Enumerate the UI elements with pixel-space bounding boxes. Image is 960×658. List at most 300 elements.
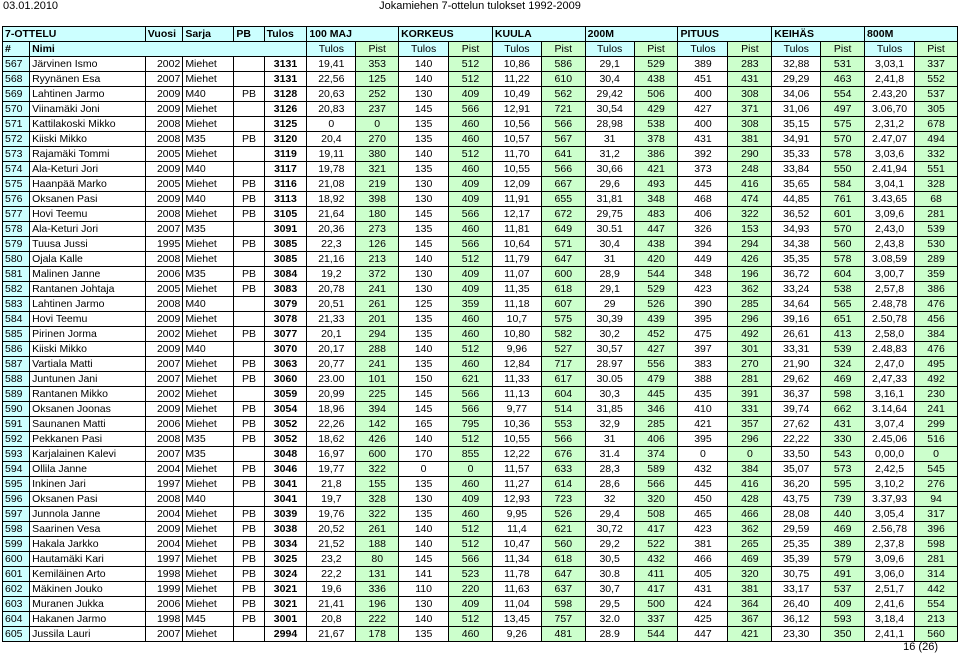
header-unit: Tulos xyxy=(585,42,634,57)
cell-javelin-result: 36,72 xyxy=(772,267,821,282)
cell-200m-result: 29,1 xyxy=(585,57,634,72)
cell-year: 2008 xyxy=(145,432,183,447)
cell-highjump-result: 125 xyxy=(399,297,449,312)
cell-rank: 592 xyxy=(3,432,30,447)
cell-800m-points: 384 xyxy=(915,327,958,342)
cell-pb-flag: PB xyxy=(234,192,264,207)
cell-javelin-result: 44,85 xyxy=(772,192,821,207)
cell-year: 2006 xyxy=(145,597,183,612)
cell-rank: 573 xyxy=(3,147,30,162)
cell-athlete-name: Oksanen Pasi xyxy=(30,492,146,507)
cell-athlete-name: Hautamäki Kari xyxy=(30,552,146,567)
cell-highjump-points: 566 xyxy=(449,387,493,402)
cell-pb-flag: PB xyxy=(234,237,264,252)
cell-shot-points: 566 xyxy=(541,162,585,177)
cell-hurdles-points: 222 xyxy=(356,612,399,627)
cell-athlete-name: Hovi Teemu xyxy=(30,207,146,222)
cell-200m-result: 32,9 xyxy=(585,417,634,432)
cell-javelin-points: 550 xyxy=(821,162,865,177)
cell-series: Miehet xyxy=(183,462,234,477)
cell-longjump-result: 427 xyxy=(678,102,728,117)
cell-longjump-points: 362 xyxy=(728,282,772,297)
cell-longjump-result: 466 xyxy=(678,552,728,567)
cell-hurdles-result: 21,64 xyxy=(307,207,356,222)
cell-hurdles-result: 16,97 xyxy=(307,447,356,462)
cell-highjump-points: 460 xyxy=(449,627,493,642)
cell-javelin-points: 579 xyxy=(821,552,865,567)
cell-longjump-result: 392 xyxy=(678,147,728,162)
cell-hurdles-points: 398 xyxy=(356,192,399,207)
cell-highjump-points: 512 xyxy=(449,72,493,87)
cell-longjump-result: 395 xyxy=(678,432,728,447)
cell-hurdles-result: 19,76 xyxy=(307,507,356,522)
cell-series: Miehet xyxy=(183,567,234,582)
cell-rank: 570 xyxy=(3,102,30,117)
cell-shot-result: 10,55 xyxy=(492,162,541,177)
cell-800m-points: 230 xyxy=(915,387,958,402)
cell-hurdles-result: 20,4 xyxy=(307,132,356,147)
cell-pb-flag: PB xyxy=(234,372,264,387)
cell-shot-result: 11,81 xyxy=(492,222,541,237)
cell-javelin-points: 531 xyxy=(821,57,865,72)
cell-year: 2008 xyxy=(145,207,183,222)
cell-200m-points: 438 xyxy=(634,72,678,87)
table-row xyxy=(3,372,958,387)
cell-athlete-name: Ojala Kalle xyxy=(30,252,146,267)
cell-series: Miehet xyxy=(183,72,234,87)
cell-pb-flag xyxy=(234,102,264,117)
cell-pb-flag xyxy=(234,627,264,642)
cell-rank: 603 xyxy=(3,597,30,612)
cell-800m-result: 3,00,7 xyxy=(865,267,915,282)
header-row-events xyxy=(3,27,958,42)
cell-shot-result: 11,27 xyxy=(492,477,541,492)
cell-800m-points: 289 xyxy=(915,252,958,267)
cell-800m-result: 3.08,59 xyxy=(865,252,915,267)
cell-shot-points: 586 xyxy=(541,57,585,72)
cell-athlete-name: Rantanen Johtaja xyxy=(30,282,146,297)
cell-200m-result: 30.05 xyxy=(585,372,634,387)
cell-200m-points: 432 xyxy=(634,552,678,567)
cell-hurdles-result: 0 xyxy=(307,117,356,132)
cell-800m-points: 386 xyxy=(915,282,958,297)
table-row xyxy=(3,582,958,597)
cell-javelin-points: 537 xyxy=(821,582,865,597)
cell-year: 2008 xyxy=(145,117,183,132)
cell-highjump-points: 460 xyxy=(449,162,493,177)
cell-longjump-result: 394 xyxy=(678,237,728,252)
cell-athlete-name: Karjalainen Kalevi xyxy=(30,447,146,462)
header-name: Nimi xyxy=(30,42,307,57)
cell-200m-result: 30,2 xyxy=(585,327,634,342)
cell-800m-points: 492 xyxy=(915,372,958,387)
cell-year: 2009 xyxy=(145,102,183,117)
cell-rank: 575 xyxy=(3,177,30,192)
cell-pb-flag: PB xyxy=(234,522,264,537)
cell-javelin-result: 34,64 xyxy=(772,297,821,312)
cell-200m-result: 28.9 xyxy=(585,627,634,642)
cell-highjump-result: 140 xyxy=(399,432,449,447)
cell-longjump-result: 451 xyxy=(678,72,728,87)
cell-longjump-points: 308 xyxy=(728,87,772,102)
cell-longjump-points: 283 xyxy=(728,57,772,72)
document-title: Jokamiehen 7-ottelun tulokset 1992-2009 xyxy=(379,0,581,12)
cell-200m-result: 30,3 xyxy=(585,387,634,402)
table-row xyxy=(3,462,958,477)
cell-javelin-result: 31,06 xyxy=(772,102,821,117)
cell-athlete-name: Tuusa Jussi xyxy=(30,237,146,252)
cell-longjump-points: 466 xyxy=(728,507,772,522)
cell-rank: 578 xyxy=(3,222,30,237)
cell-200m-result: 30,39 xyxy=(585,312,634,327)
cell-longjump-points: 421 xyxy=(728,627,772,642)
cell-javelin-points: 554 xyxy=(821,87,865,102)
cell-800m-points: 317 xyxy=(915,507,958,522)
cell-series: M45 xyxy=(183,612,234,627)
cell-200m-points: 386 xyxy=(634,147,678,162)
cell-javelin-result: 36,20 xyxy=(772,477,821,492)
table-row xyxy=(3,102,958,117)
cell-total-score: 3052 xyxy=(264,417,307,432)
cell-800m-points: 396 xyxy=(915,522,958,537)
cell-longjump-result: 431 xyxy=(678,132,728,147)
cell-javelin-points: 651 xyxy=(821,312,865,327)
cell-athlete-name: Oksanen Pasi xyxy=(30,192,146,207)
cell-javelin-result: 33,50 xyxy=(772,447,821,462)
cell-hurdles-points: 394 xyxy=(356,402,399,417)
cell-hurdles-points: 201 xyxy=(356,312,399,327)
cell-shot-result: 12,17 xyxy=(492,207,541,222)
cell-longjump-points: 362 xyxy=(728,522,772,537)
cell-shot-result: 11,35 xyxy=(492,282,541,297)
cell-year: 2009 xyxy=(145,312,183,327)
table-row xyxy=(3,567,958,582)
cell-800m-result: 2.47,07 xyxy=(865,132,915,147)
cell-800m-result: 2,41,8 xyxy=(865,72,915,87)
cell-200m-result: 30,57 xyxy=(585,342,634,357)
cell-shot-points: 641 xyxy=(541,147,585,162)
cell-longjump-points: 308 xyxy=(728,117,772,132)
cell-800m-points: 442 xyxy=(915,582,958,597)
table-row xyxy=(3,312,958,327)
cell-800m-result: 3.43,65 xyxy=(865,192,915,207)
cell-pb-flag: PB xyxy=(234,597,264,612)
cell-javelin-result: 29,29 xyxy=(772,72,821,87)
cell-rank: 576 xyxy=(3,192,30,207)
cell-javelin-result: 36,52 xyxy=(772,207,821,222)
cell-rank: 584 xyxy=(3,312,30,327)
cell-hurdles-result: 21,08 xyxy=(307,177,356,192)
cell-athlete-name: Lahtinen Jarmo xyxy=(30,297,146,312)
cell-javelin-points: 601 xyxy=(821,207,865,222)
cell-longjump-points: 416 xyxy=(728,477,772,492)
cell-highjump-points: 409 xyxy=(449,597,493,612)
cell-highjump-points: 460 xyxy=(449,507,493,522)
cell-pb-flag: PB xyxy=(234,432,264,447)
cell-200m-result: 30,66 xyxy=(585,162,634,177)
cell-javelin-points: 739 xyxy=(821,492,865,507)
cell-javelin-points: 761 xyxy=(821,192,865,207)
cell-hurdles-result: 20,17 xyxy=(307,342,356,357)
cell-200m-result: 31 xyxy=(585,132,634,147)
cell-shot-points: 610 xyxy=(541,72,585,87)
cell-shot-points: 676 xyxy=(541,447,585,462)
cell-shot-points: 637 xyxy=(541,582,585,597)
cell-athlete-name: Viinamäki Joni xyxy=(30,102,146,117)
cell-longjump-result: 445 xyxy=(678,477,728,492)
cell-rank: 591 xyxy=(3,417,30,432)
cell-shot-points: 481 xyxy=(541,627,585,642)
cell-athlete-name: Rajamäki Tommi xyxy=(30,147,146,162)
cell-javelin-points: 578 xyxy=(821,147,865,162)
cell-highjump-result: 165 xyxy=(399,417,449,432)
cell-highjump-points: 409 xyxy=(449,192,493,207)
cell-javelin-result: 36,12 xyxy=(772,612,821,627)
cell-highjump-result: 135 xyxy=(399,477,449,492)
cell-200m-points: 346 xyxy=(634,402,678,417)
cell-shot-points: 566 xyxy=(541,432,585,447)
cell-hurdles-points: 219 xyxy=(356,177,399,192)
cell-athlete-name: Ala-Keturi Jori xyxy=(30,222,146,237)
cell-longjump-points: 364 xyxy=(728,597,772,612)
cell-800m-result: 2,43,8 xyxy=(865,237,915,252)
cell-series: Miehet xyxy=(183,117,234,132)
cell-javelin-points: 440 xyxy=(821,507,865,522)
cell-rank: 604 xyxy=(3,612,30,627)
cell-longjump-result: 447 xyxy=(678,627,728,642)
cell-longjump-result: 468 xyxy=(678,192,728,207)
cell-year: 1997 xyxy=(145,552,183,567)
cell-year: 2009 xyxy=(145,342,183,357)
cell-series: M40 xyxy=(183,342,234,357)
cell-javelin-points: 570 xyxy=(821,222,865,237)
cell-javelin-points: 469 xyxy=(821,372,865,387)
cell-800m-points: 494 xyxy=(915,132,958,147)
cell-200m-points: 417 xyxy=(634,522,678,537)
cell-shot-result: 10,64 xyxy=(492,237,541,252)
cell-total-score: 3025 xyxy=(264,552,307,567)
cell-200m-points: 538 xyxy=(634,117,678,132)
cell-longjump-result: 389 xyxy=(678,57,728,72)
table-row xyxy=(3,522,958,537)
cell-shot-result: 9,77 xyxy=(492,402,541,417)
cell-year: 2009 xyxy=(145,192,183,207)
cell-longjump-result: 410 xyxy=(678,402,728,417)
cell-hurdles-points: 353 xyxy=(356,57,399,72)
cell-athlete-name: Inkinen Jari xyxy=(30,477,146,492)
cell-longjump-result: 406 xyxy=(678,207,728,222)
cell-highjump-result: 141 xyxy=(399,567,449,582)
cell-longjump-points: 0 xyxy=(728,447,772,462)
cell-hurdles-points: 188 xyxy=(356,537,399,552)
cell-year: 2008 xyxy=(145,492,183,507)
cell-800m-points: 516 xyxy=(915,432,958,447)
cell-800m-points: 299 xyxy=(915,417,958,432)
cell-200m-points: 526 xyxy=(634,297,678,312)
cell-series: Miehet xyxy=(183,282,234,297)
cell-highjump-result: 135 xyxy=(399,132,449,147)
cell-rank: 571 xyxy=(3,117,30,132)
cell-athlete-name: Mäkinen Jouko xyxy=(30,582,146,597)
cell-pb-flag xyxy=(234,297,264,312)
table-row xyxy=(3,597,958,612)
cell-rank: 572 xyxy=(3,132,30,147)
cell-pb-flag: PB xyxy=(234,402,264,417)
cell-hurdles-result: 21,33 xyxy=(307,312,356,327)
header-unit: Pist xyxy=(634,42,678,57)
cell-total-score: 3001 xyxy=(264,612,307,627)
cell-year: 2007 xyxy=(145,627,183,642)
cell-200m-result: 29,1 xyxy=(585,282,634,297)
cell-rank: 600 xyxy=(3,552,30,567)
table-row xyxy=(3,492,958,507)
cell-rank: 605 xyxy=(3,627,30,642)
cell-year: 2007 xyxy=(145,72,183,87)
cell-highjump-points: 460 xyxy=(449,357,493,372)
cell-longjump-points: 492 xyxy=(728,327,772,342)
cell-200m-result: 29,4 xyxy=(585,507,634,522)
cell-series: M35 xyxy=(183,222,234,237)
cell-athlete-name: Kiiski Mikko xyxy=(30,132,146,147)
cell-total-score: 3079 xyxy=(264,297,307,312)
cell-longjump-result: 432 xyxy=(678,462,728,477)
cell-year: 2002 xyxy=(145,387,183,402)
cell-800m-result: 3,10,2 xyxy=(865,477,915,492)
cell-highjump-result: 140 xyxy=(399,57,449,72)
cell-series: Miehet xyxy=(183,102,234,117)
cell-hurdles-result: 20,8 xyxy=(307,612,356,627)
cell-200m-result: 31 xyxy=(585,432,634,447)
table-row xyxy=(3,477,958,492)
cell-200m-result: 28,9 xyxy=(585,267,634,282)
cell-shot-result: 10,55 xyxy=(492,432,541,447)
header-row-units xyxy=(3,42,958,57)
cell-javelin-points: 413 xyxy=(821,327,865,342)
cell-highjump-points: 523 xyxy=(449,567,493,582)
cell-shot-result: 12,84 xyxy=(492,357,541,372)
cell-shot-points: 618 xyxy=(541,282,585,297)
cell-series: Miehet xyxy=(183,402,234,417)
cell-200m-result: 30.8 xyxy=(585,567,634,582)
cell-hurdles-points: 126 xyxy=(356,237,399,252)
table-row xyxy=(3,552,958,567)
cell-year: 1998 xyxy=(145,612,183,627)
cell-800m-result: 3,04,1 xyxy=(865,177,915,192)
cell-highjump-result: 130 xyxy=(399,177,449,192)
cell-highjump-points: 409 xyxy=(449,492,493,507)
cell-highjump-result: 135 xyxy=(399,162,449,177)
cell-shot-points: 607 xyxy=(541,297,585,312)
page-number: 16 (26) xyxy=(903,641,938,653)
cell-highjump-result: 150 xyxy=(399,372,449,387)
cell-hurdles-result: 18,92 xyxy=(307,192,356,207)
cell-pb-flag: PB xyxy=(234,582,264,597)
cell-athlete-name: Lahtinen Jarmo xyxy=(30,87,146,102)
cell-javelin-points: 662 xyxy=(821,402,865,417)
cell-highjump-points: 512 xyxy=(449,522,493,537)
cell-javelin-points: 604 xyxy=(821,267,865,282)
cell-rank: 588 xyxy=(3,372,30,387)
header-100m-hurdles: 100 MAJ xyxy=(307,27,399,42)
cell-pb-flag: PB xyxy=(234,207,264,222)
cell-highjump-result: 130 xyxy=(399,597,449,612)
cell-year: 1999 xyxy=(145,582,183,597)
cell-highjump-result: 135 xyxy=(399,507,449,522)
cell-hurdles-points: 328 xyxy=(356,492,399,507)
cell-800m-points: 598 xyxy=(915,537,958,552)
header-unit: Pist xyxy=(541,42,585,57)
cell-total-score: 3120 xyxy=(264,132,307,147)
cell-highjump-points: 566 xyxy=(449,102,493,117)
cell-longjump-points: 469 xyxy=(728,552,772,567)
cell-year: 2008 xyxy=(145,252,183,267)
cell-shot-result: 11,63 xyxy=(492,582,541,597)
cell-highjump-points: 621 xyxy=(449,372,493,387)
cell-longjump-result: 423 xyxy=(678,282,728,297)
cell-total-score: 3021 xyxy=(264,582,307,597)
cell-series: M40 xyxy=(183,192,234,207)
cell-total-score: 3117 xyxy=(264,162,307,177)
table-row xyxy=(3,537,958,552)
cell-shot-points: 526 xyxy=(541,507,585,522)
cell-hurdles-points: 80 xyxy=(356,552,399,567)
cell-highjump-points: 460 xyxy=(449,312,493,327)
cell-800m-points: 305 xyxy=(915,102,958,117)
table-row xyxy=(3,162,958,177)
cell-shot-points: 600 xyxy=(541,267,585,282)
cell-200m-result: 30,5 xyxy=(585,552,634,567)
cell-year: 2006 xyxy=(145,267,183,282)
cell-pb-flag xyxy=(234,117,264,132)
cell-total-score: 3034 xyxy=(264,537,307,552)
table-row xyxy=(3,267,958,282)
cell-longjump-points: 357 xyxy=(728,417,772,432)
cell-highjump-points: 512 xyxy=(449,342,493,357)
table-row xyxy=(3,132,958,147)
cell-800m-result: 3.37,93 xyxy=(865,492,915,507)
cell-rank: 594 xyxy=(3,462,30,477)
cell-shot-result: 10,86 xyxy=(492,57,541,72)
cell-800m-result: 2,47,33 xyxy=(865,372,915,387)
cell-hurdles-points: 180 xyxy=(356,207,399,222)
cell-longjump-result: 383 xyxy=(678,357,728,372)
cell-shot-result: 11,91 xyxy=(492,192,541,207)
cell-800m-result: 2.48,78 xyxy=(865,297,915,312)
cell-shot-result: 12,93 xyxy=(492,492,541,507)
cell-javelin-points: 539 xyxy=(821,342,865,357)
cell-200m-points: 589 xyxy=(634,462,678,477)
cell-200m-points: 406 xyxy=(634,432,678,447)
cell-athlete-name: Ala-Keturi Jori xyxy=(30,162,146,177)
cell-total-score: 3054 xyxy=(264,402,307,417)
cell-total-score: 3091 xyxy=(264,222,307,237)
cell-800m-points: 476 xyxy=(915,297,958,312)
cell-highjump-points: 409 xyxy=(449,267,493,282)
cell-800m-result: 2,41,6 xyxy=(865,597,915,612)
cell-shot-result: 10,36 xyxy=(492,417,541,432)
cell-hurdles-points: 288 xyxy=(356,342,399,357)
table-row xyxy=(3,387,958,402)
cell-total-score: 3085 xyxy=(264,252,307,267)
cell-200m-result: 28,98 xyxy=(585,117,634,132)
cell-javelin-result: 33,84 xyxy=(772,162,821,177)
cell-series: M35 xyxy=(183,432,234,447)
cell-year: 2007 xyxy=(145,222,183,237)
cell-highjump-result: 145 xyxy=(399,387,449,402)
cell-total-score: 3113 xyxy=(264,192,307,207)
cell-800m-result: 2.41,94 xyxy=(865,162,915,177)
cell-hurdles-result: 21,52 xyxy=(307,537,356,552)
